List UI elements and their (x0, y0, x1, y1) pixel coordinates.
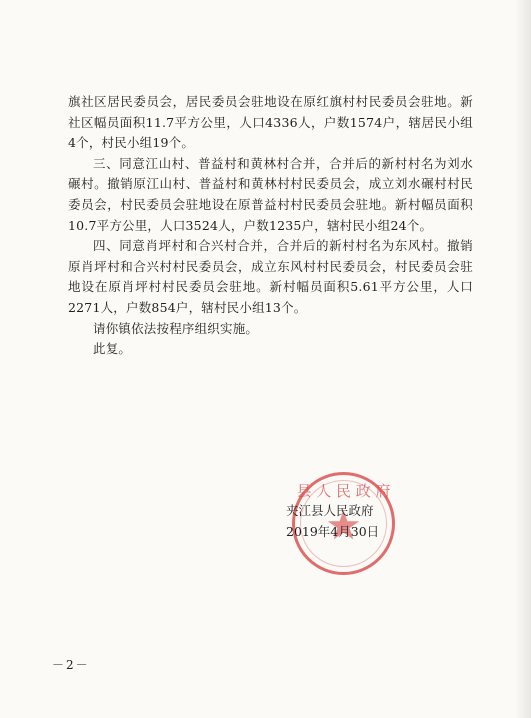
paragraph-1: 旗社区居民委员会，居民委员会驻地设在原红旗村村民委员会驻地。新社区幅员面积11.7平方公里，人口4336人，户数1574户，辖居民小组4个，村民小组19个。 (68, 94, 473, 151)
page-edge-shadow (515, 0, 531, 718)
paragraph-2: 三、同意江山村、普益村和黄林村合并，合并后的新村村名为刘水碾村。撤销原江山村、普益村和黄林村村民委员会，成立刘水碾村村民委员会，村民委员会驻地设在原普益村村民委员会驻地。新村幅员面积10.7平方公里，人口3524人，户数1235户，辖村民小组24个。 (68, 155, 473, 233)
svg-text:县 人 民 政 府: 县 人 民 政 府 (296, 482, 391, 500)
document-body (68, 92, 473, 360)
signature-block (286, 500, 436, 542)
paragraph-5: 此复。 (93, 341, 132, 357)
signature-org: 夹江县人民政府 (286, 503, 374, 518)
page-number: －2－ (52, 658, 90, 672)
signature-date: 2019年4月30日 (286, 524, 380, 539)
paragraph-4: 请你镇依法按程序组织实施。 (93, 320, 259, 336)
paragraph-3: 四、同意肖坪村和合兴村合并，合并后的新村村名为东风村。撤销原肖坪村和合兴村村民委员会，成立东风村村民委员会，村民委员会驻地设在原肖坪村村民委员会驻地。新村幅员面积5.61平方公里，人口2271人，户数854户，辖村民小组13个。 (68, 238, 473, 315)
